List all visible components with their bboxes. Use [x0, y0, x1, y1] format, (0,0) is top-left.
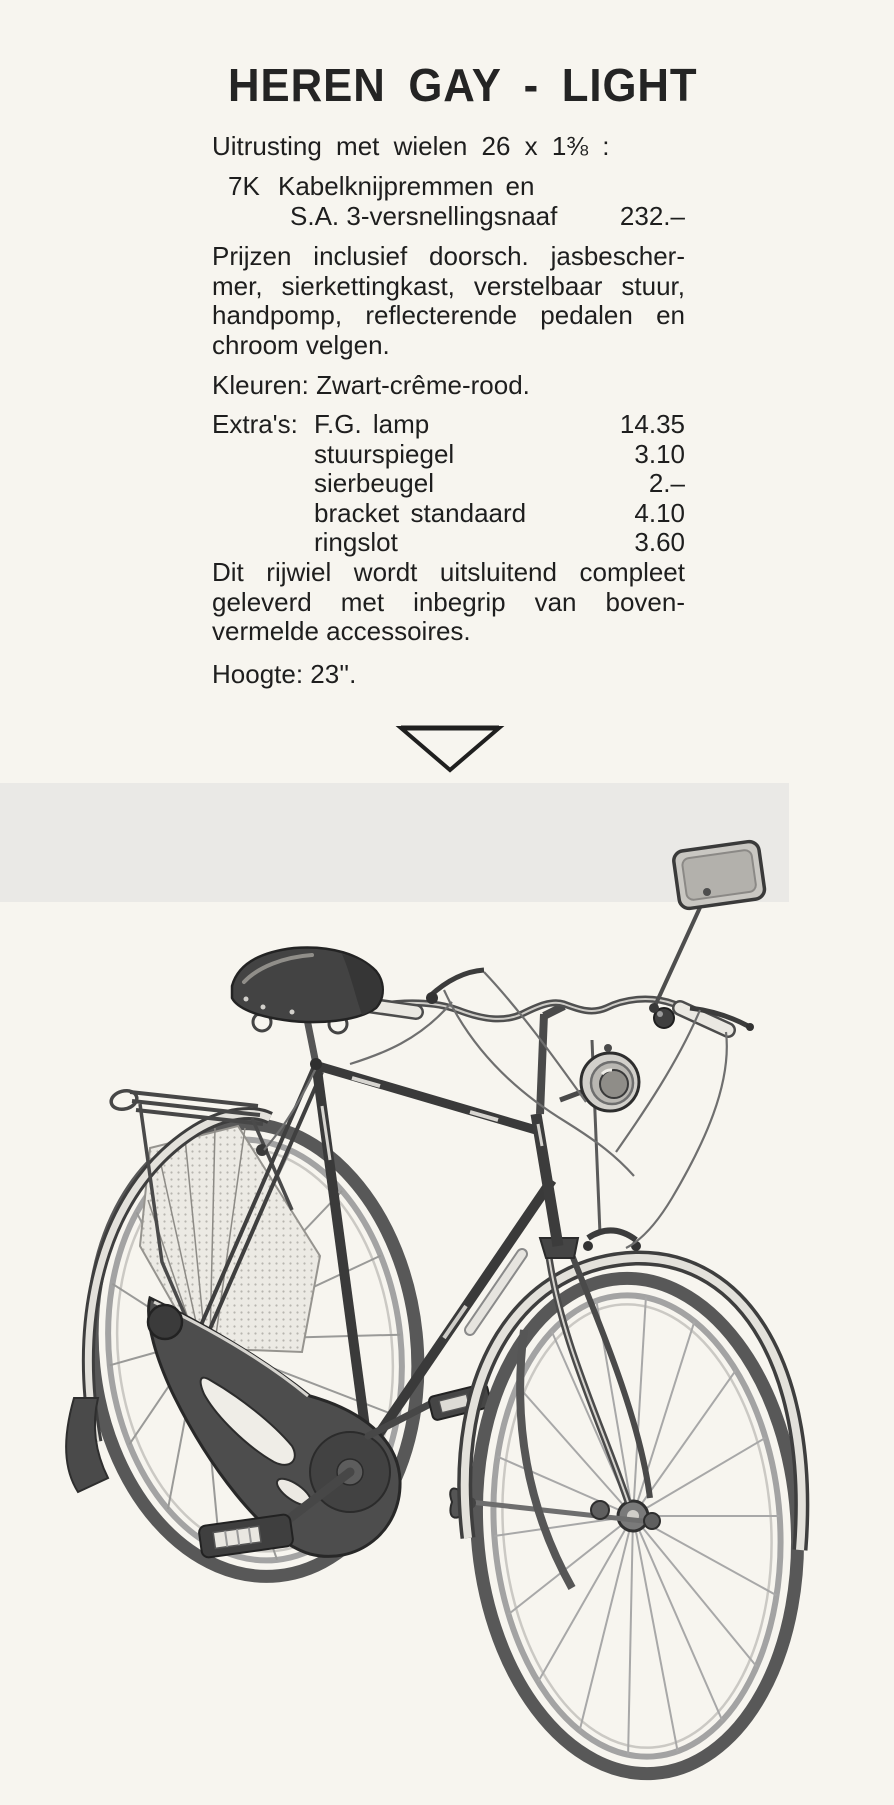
model-price: 232.– — [619, 200, 685, 231]
extras-item-price: 2.– — [648, 468, 685, 498]
extras-item-name: sierbeugel — [314, 468, 434, 498]
left-brake-lever — [430, 970, 484, 996]
equipment-line: Uitrusting met wielen 26 x 1⅜ : — [212, 131, 610, 161]
saddle — [232, 947, 383, 1070]
headset — [536, 1006, 564, 1246]
paragraph-line: mer, sierkettingkast, verstelbaar stuur, — [212, 270, 685, 301]
paragraph-line: chroom velgen. — [212, 329, 390, 360]
model-code: 7K — [228, 171, 260, 201]
extras-item-price: 4.10 — [634, 497, 685, 528]
paragraph-line: geleverd met inbegrip van boven- — [212, 586, 685, 617]
frame-height-line: Hoogte: 23''. — [212, 659, 357, 689]
headlamp — [560, 1044, 639, 1111]
paragraph-line: vermelde accessoires. — [212, 616, 471, 646]
rearview-mirror — [649, 840, 766, 1013]
extras-item-name: F.G. lamp — [314, 409, 430, 439]
extras-item-name: stuurspiegel — [314, 438, 455, 469]
model-desc-line2: S.A. 3-versnellingsnaaf — [290, 200, 558, 231]
paragraph-line: handpomp, reflecterende pedalen en — [212, 300, 685, 330]
extras-item-name: ringslot — [314, 527, 398, 557]
model-desc-line1: Kabelknijpremmen en — [278, 171, 535, 201]
extras-label: Extra's: — [212, 409, 298, 439]
extras-item-price: 3.60 — [634, 527, 685, 557]
colors-line: Kleuren: Zwart-crême-rood. — [212, 370, 530, 400]
page-title: HEREN GAY - LIGHT — [228, 59, 698, 111]
extras-item-price: 3.10 — [634, 438, 685, 469]
paragraph-line: Dit rijwiel wordt uitsluitend compleet — [212, 557, 685, 587]
extras-item-name: bracket standaard — [314, 497, 527, 528]
paragraph-line: Prijzen inclusief doorsch. jasbescher- — [212, 241, 685, 271]
extras-item-price: 14.35 — [619, 409, 685, 439]
